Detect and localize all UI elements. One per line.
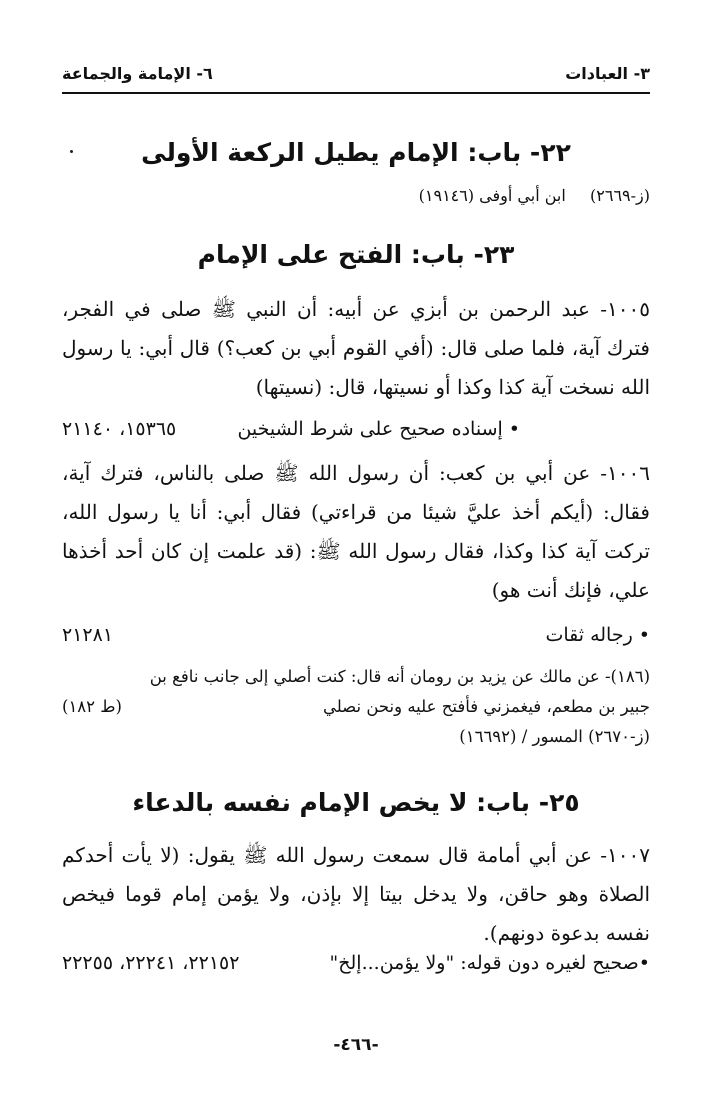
footnote-ref: (ط ١٨٢) xyxy=(62,697,122,716)
bullet-icon: • xyxy=(508,418,520,440)
section-22-narrator: ابن أبي أوفى (١٩١٤٦) xyxy=(418,186,566,205)
section-22-reference xyxy=(62,186,650,205)
section-22-ref: (ز-٢٦٦٩) xyxy=(590,186,650,205)
grading-1007: صحيح لغيره دون قوله: "ولا يؤمن...إلخ" xyxy=(329,952,639,974)
bullet-icon: • xyxy=(638,952,650,974)
header-chapter-title: ٦- الإمامة والجماعة xyxy=(62,63,213,83)
grading-1007-row xyxy=(62,952,650,974)
header-divider xyxy=(62,92,650,94)
hadith-1007: ١٠٠٧- عن أبي أمامة قال سمعت رسول الله ﷺ يقول: (لا يأت أحدكم الصلاة وهو حاقن، ولا يدخل بيتا إلا بإذن، ولا يؤمن إمام قوما فيخص نفسه بدعوة دونهم). xyxy=(62,843,650,945)
grading-1006: رجاله ثقات xyxy=(545,624,633,646)
section-25-heading-wrap xyxy=(62,788,650,817)
page-header xyxy=(62,58,650,88)
numbers-1007: ٢٢١٥٢، ٢٢٢٤١، ٢٢٢٥٥ xyxy=(62,952,240,974)
section-23-heading-wrap xyxy=(62,240,650,269)
header-book-title: ٣- العبادات xyxy=(565,63,650,83)
numbers-1005: ١٥٣٦٥، ٢١١٤٠ xyxy=(62,418,177,440)
grading-1006-row xyxy=(62,624,650,646)
section-25-title: ٢٥- باب: لا يخص الإمام نفسه بالدعاء xyxy=(132,788,580,817)
footnote-line-2-row xyxy=(62,692,650,722)
bullet-icon: • xyxy=(638,624,650,646)
footnote-line-1: (١٨٦)- عن مالك عن يزيد بن رومان أنه قال: كنت أصلي إلى جانب نافع بن xyxy=(149,667,650,686)
grading-1005-row xyxy=(62,418,650,440)
footnote-line-2: جبير بن مطعم، فيغمزني فأفتح عليه ونحن نصلي xyxy=(322,697,650,716)
footnote-186 xyxy=(62,662,650,752)
hadith-1006: ١٠٠٦- عن أبي بن كعب: أن رسول الله ﷺ صلى بالناس، فترك آية، فقال: (أيكم أخذ عليَّ شيئا من قراءتي) فقال أبي: أنا يا رسول الله، تركت آية كذا وكذا، فقال رسول الله ﷺ: (قد علمت إن كان أحد أخذها علي، فإنك أنت هو) xyxy=(62,461,650,602)
section-23-title: ٢٣- باب: الفتح على الإمام xyxy=(197,240,515,269)
section-22-title: ٢٢- باب: الإمام يطيل الركعة الأولى xyxy=(141,138,571,167)
grading-1005: إسناده صحيح على شرط الشيخين xyxy=(237,418,503,440)
numbers-1006: ٢١٢٨١ xyxy=(62,624,114,646)
footnote-line-3: (ز-٢٦٧٠) المسور / (١٦٦٩٢) xyxy=(459,727,650,746)
section-22-heading-wrap xyxy=(62,138,650,167)
page-number: -٤٦٦- xyxy=(333,1035,379,1055)
hadith-1005: ١٠٠٥- عبد الرحمن بن أبزي عن أبيه: أن النبي ﷺ صلى في الفجر، فترك آية، فلما صلى قال: (أفي القوم أبي بن كعب؟) قال أبي: يا رسول الله نسخت آية كذا وكذا أو نسيتها، قال: (نسيتها) xyxy=(62,297,650,399)
